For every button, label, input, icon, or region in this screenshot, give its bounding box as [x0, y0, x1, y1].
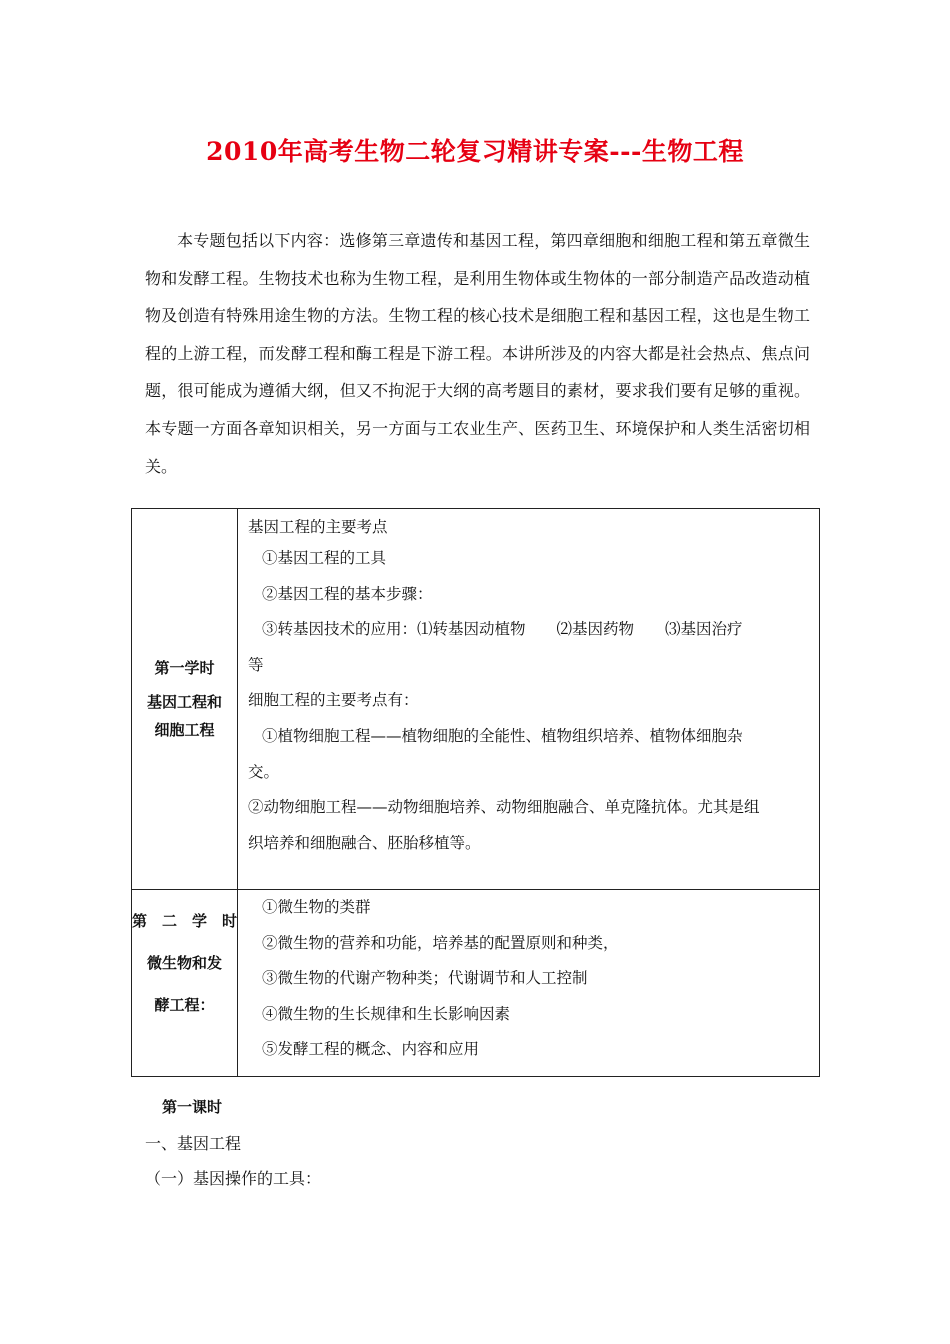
- row-header-lesson-2: [132, 890, 238, 1077]
- row-content-lesson-1: [238, 509, 820, 890]
- content-line: ①植物细胞工程——植物细胞的全能性、植物组织培养、植物体细胞杂: [262, 726, 743, 745]
- intro-paragraph: [145, 222, 810, 485]
- content-line: 基因工程的主要考点: [248, 518, 388, 536]
- content-line: ②微生物的营养和功能，培养基的配置原则和种类，: [262, 933, 619, 952]
- table-row: [132, 509, 820, 890]
- row-header-line: 酵工程：: [154, 996, 215, 1014]
- row-header-line: 基因工程和: [147, 693, 223, 711]
- content-line: ⑤发酵工程的概念、内容和应用: [262, 1040, 480, 1059]
- row-content-lesson-2: [238, 890, 820, 1077]
- row-header-line: 细胞工程: [154, 721, 215, 739]
- row-header-line: 第一学时: [154, 659, 215, 677]
- content-line: 等: [248, 655, 264, 674]
- row-header-line: 微生物和发: [147, 954, 223, 972]
- content-line: ②基因工程的基本步骤：: [262, 584, 433, 603]
- content-line: 织培养和细胞融合、胚胎移植等。: [248, 833, 481, 852]
- row-header-line: 第 二 学 时: [132, 912, 238, 930]
- row-header-lesson-1: [132, 509, 238, 890]
- section-heading: 一、基因工程: [145, 1134, 242, 1153]
- content-line: ④微生物的生长规律和生长影响因素: [262, 1004, 511, 1023]
- content-line: ①基因工程的工具: [262, 549, 387, 567]
- content-line: ①微生物的类群: [262, 898, 371, 916]
- lesson-heading: 第一课时: [162, 1098, 223, 1116]
- content-line: ③微生物的代谢产物种类；代谢调节和人工控制: [262, 969, 588, 988]
- subsection-heading: （一）基因操作的工具：: [145, 1169, 322, 1188]
- content-line: 细胞工程的主要考点有：: [248, 691, 419, 710]
- document-title: 2010年高考生物二轮复习精讲专案---生物工程: [206, 137, 744, 166]
- table-row: [132, 890, 820, 1077]
- content-line: 交。: [248, 762, 280, 781]
- intro-text: 本专题包括以下内容：选修第三章遗传和基因工程，第四章细胞和细胞工程和第五章微生物和发酵工程。生物技术也称为生物工程，是利用生物体或生物体的一部分制造产品改造动植物及创造有特殊用途生物的方法。生物工程的核心技术是细胞工程和基因工程，这也是生物工程的上游工程，而发酵工程和酶工程是下游工程。本讲所涉及的内容大都是社会热点、焦点问题，很可能成为遵循大纲，但又不拘泥于大纲的高考题目的素材，要求我们要有足够的重视。本专题一方面各章知识相关，另一方面与工农业生产、医药卫生、环境保护和人类生活密切相关。: [145, 231, 810, 476]
- study-plan-table: [131, 508, 820, 1077]
- content-line: ②动物细胞工程——动物细胞培养、动物细胞融合、单克隆抗体。尤其是组: [248, 798, 760, 817]
- content-line: ③转基因技术的应用：⑴转基因动植物 ⑵基因药物 ⑶基因治疗: [262, 620, 743, 639]
